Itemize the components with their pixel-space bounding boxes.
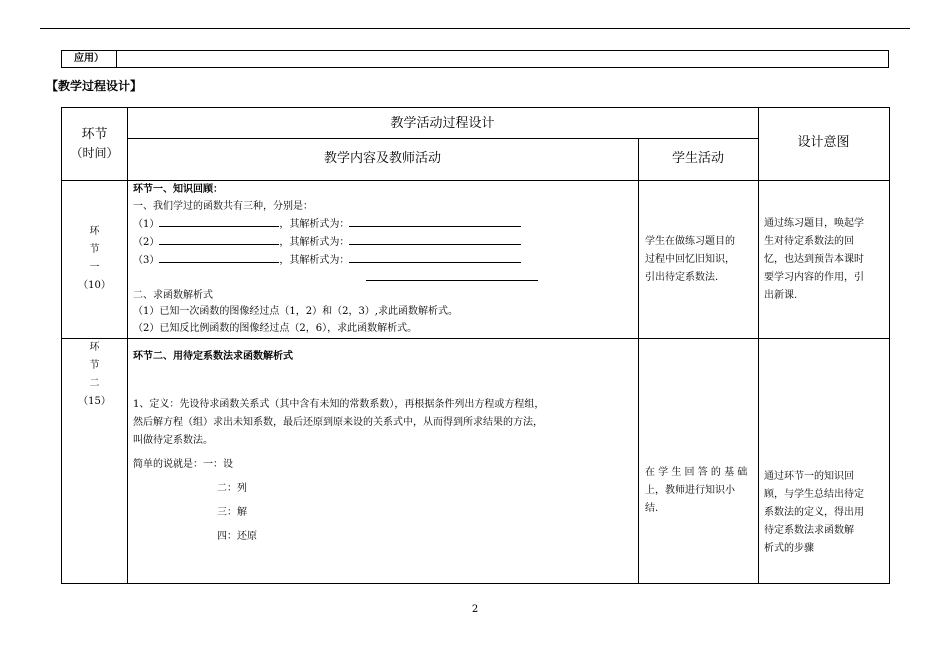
activity-group-header: 教学活动过程设计: [390, 116, 495, 131]
stage-1-char2: 节: [89, 244, 100, 255]
item-2-mid: ，其解析式为：: [279, 237, 350, 248]
row1-student-1: 学生在做练习题目的: [645, 236, 735, 247]
student-header: 学生活动: [671, 151, 724, 166]
header-rule: [40, 28, 910, 29]
row2-student-3: 结.: [645, 503, 659, 514]
stage-1-time: （10）: [78, 280, 111, 291]
row1-item-1: [133, 216, 521, 233]
item-3-num: （3）: [133, 255, 160, 266]
row2-step-3: 三：解: [217, 507, 247, 518]
process-table: [61, 107, 890, 584]
row1-intent-4: 要学习内容的作用，引: [764, 272, 864, 283]
stage-header: 环节: [81, 127, 108, 142]
row2-definition-1: 1、定义：先设待求函数关系式（其中含有未知的常数系数），再根据条件列出方程或方程组，: [133, 399, 545, 410]
row1-item-3: [133, 252, 521, 269]
row1-part2: 二、求函数解析式: [133, 290, 213, 301]
row2-simple: 简单的说就是：一：设: [133, 459, 233, 470]
row2-intent-1: 通过环节一的知识回: [764, 471, 854, 482]
item-1-num: （1）: [133, 219, 160, 230]
row1-intro: 一、我们学过的函数共有三种，分别是：: [133, 201, 313, 212]
row2-definition-2: 然后解方程（组）求出未知系数，最后还原到原来设的关系式中，从而得到所求结果的方法，: [133, 417, 543, 428]
row1-extra-line: [366, 270, 538, 287]
header-bottom-rule: [62, 180, 889, 181]
stage-1-char3: 一: [89, 262, 100, 273]
stage-header-sub: （时间）: [70, 146, 119, 160]
item-3-mid: ，其解析式为：: [279, 255, 350, 266]
row2-intent-2: 顾，与学生总结出待定: [764, 489, 864, 500]
item-2-num: （2）: [133, 237, 160, 248]
blank-line: [159, 234, 279, 245]
row-divider: [62, 338, 889, 339]
stage-1-char1: 环: [89, 226, 100, 237]
row2-intent-4: 待定系数法求函数解: [764, 525, 854, 536]
application-label: 应用）: [62, 51, 117, 67]
application-table: [61, 50, 889, 68]
blank-line: [366, 270, 538, 281]
header-mid-rule: [127, 138, 758, 139]
row1-student-3: 引出待定系数法.: [645, 272, 719, 283]
item-1-mid: ，其解析式为：: [279, 219, 350, 230]
stage-2-time: （15）: [78, 396, 111, 407]
row2-intent-3: 系数法的定义，得出用: [764, 507, 864, 518]
row1-intent-3: 忆，也达到预告本课时: [764, 254, 864, 265]
row1-intent-1: 通过练习题目，唤起学: [764, 218, 864, 229]
col-divider-2: [638, 139, 639, 583]
stage-2-char3: 二: [89, 378, 100, 389]
row2-intent-5: 析式的步骤: [764, 543, 814, 554]
blank-line: [159, 252, 279, 263]
intent-header: 设计意图: [797, 135, 850, 150]
blank-line: [349, 252, 521, 263]
row1-intent-5: 出新课.: [764, 290, 798, 301]
row1-question-1: （1）已知一次函数的图像经过点（1，2）和（2，3）,求此函数解析式。: [133, 306, 458, 317]
row2-student-2: 上，教师进行知识小: [645, 485, 735, 496]
row2-step-2: 二：列: [217, 483, 247, 494]
row2-step-4: 四：还原: [217, 531, 257, 542]
section-heading: 【教学过程设计】: [46, 79, 143, 93]
row2-title: 环节二、用待定系数法求函数解析式: [133, 351, 293, 362]
blank-line: [159, 216, 279, 227]
stage-2-char1: 环: [89, 342, 100, 353]
row1-question-2: （2）已知反比例函数的图像经过点（2，6），求此函数解析式。: [133, 323, 418, 334]
blank-line: [349, 216, 521, 227]
row2-student-1: 在 学 生 回 答 的 基 础: [645, 467, 748, 478]
row1-intent-2: 生对待定系数法的回: [764, 236, 854, 247]
content-header: 教学内容及教师活动: [323, 151, 441, 166]
row1-item-2: [133, 234, 521, 251]
row2-definition-3: 叫做待定系数法。: [133, 435, 213, 446]
row1-title: 环节一、知识回顾：: [133, 184, 223, 195]
row1-student-2: 过程中回忆旧知识，: [645, 254, 735, 265]
page-number: 2: [471, 604, 479, 615]
blank-line: [349, 234, 521, 245]
stage-2-char2: 节: [89, 360, 100, 371]
